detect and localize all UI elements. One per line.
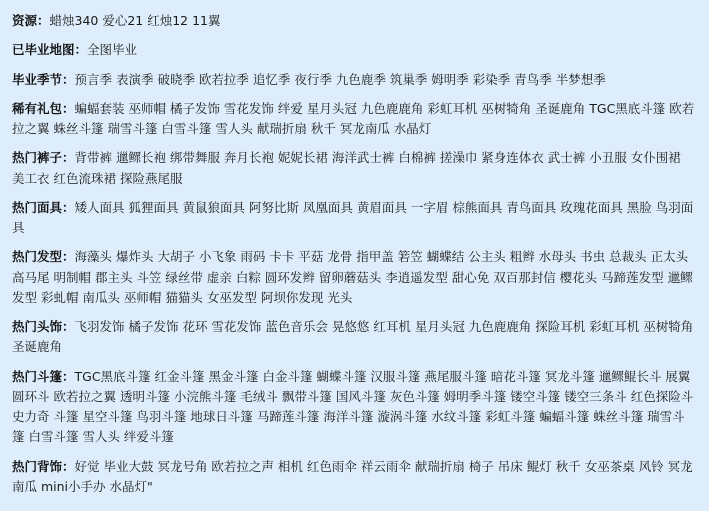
section-label: 热门发型： — [12, 249, 75, 265]
section-popular-hairstyles — [12, 247, 697, 308]
section-popular-headwear — [12, 317, 697, 358]
section-label: 热门裤子： — [12, 150, 75, 166]
graduated-map-value: 全图毕业 — [87, 42, 138, 58]
section-label: 毕业季节： — [12, 71, 75, 87]
section-popular-pants — [12, 148, 697, 189]
section-label: 稀有礼包： — [12, 100, 75, 116]
section-label: 热门背饰： — [12, 458, 75, 474]
section-value: 矮人面具 狐狸面具 黄鼠狼面具 阿努比斯 凤凰面具 黄眉面具 一字眉 棕熊面具 青鸟面具 玫瑰花面具 黑脸 鸟羽面具 — [12, 199, 694, 235]
section-value: 背带裤 邋鳏长袍 绑带舞服 奔月长袍 妮妮长裙 海洋武士裤 白棉裤 搓澡巾 紧身连体衣 武士裤 小丑服 女仆围裙 美工衣 红色流珠裙 探险燕尾服 — [12, 150, 681, 186]
section-value: 飞羽发饰 橘子发饰 花环 雪花发饰 蓝色音乐会 晃悠悠 红耳机 星月头冠 九色鹿鹿角 探险耳机 彩虹耳机 巫树犄角 圣诞鹿角 — [12, 319, 694, 355]
section-value: TGC黑底斗篷 红金斗篷 黑金斗篷 白金斗篷 蝴蝶斗篷 汉服斗篷 燕尾服斗篷 暗花斗篷 冥龙斗篷 邋鳏鲲长斗 展翼圆环斗 欧若拉之翼 透明斗篷 小浣熊斗篷 毛绒斗 飘带斗篷 国风斗篷 灰色斗篷 姆明季斗篷 镂空斗篷 镂空三条斗 红色探险斗 史力奇 斗篷 星空斗篷 鸟羽斗篷 地球日斗篷 马蹄莲斗篷 海洋斗篷 漩涡斗篷 水纹斗篷 彩虹斗篷 蝙蝠斗篷 蛛丝斗篷 瑞雪斗篷 白雪斗篷 雪人头 绊爱斗篷 — [12, 368, 694, 445]
resources-line — [12, 11, 697, 31]
graduated-map-line — [12, 40, 697, 60]
section-value: 预言季 表演季 破晓季 欧若拉季 追忆季 夜行季 九色鹿季 筑巢季 姆明季 彩染季 青鸟季 半梦想季 — [74, 71, 606, 87]
resources-value: 蜡烛340 爱心21 红烛12 11翼 — [49, 13, 221, 28]
graduated-map-label: 已毕业地图： — [12, 42, 88, 58]
section-label: 热门面具： — [12, 199, 75, 215]
section-graduation-seasons — [12, 70, 697, 90]
section-value: 好觉 毕业大鼓 冥龙号角 欧若拉之声 相机 红色雨伞 祥云雨伞 献瑞折扇 椅子 吊床 鲲灯 秋千 女巫茶桌 风铃 冥龙南瓜 mini小手办 水晶灯" — [12, 458, 693, 494]
section-popular-back-accessories — [12, 457, 697, 498]
section-popular-masks — [12, 198, 697, 239]
section-label: 热门头饰： — [12, 319, 75, 334]
section-value: 海藻头 爆炸头 大胡子 小飞象 雨码 卡卡 平菇 龙骨 指甲盖 箬笠 蝴蝶结 公主头 粗辫 水母头 书虫 总裁头 正太头 高马尾 明制帽 郡主头 斗笠 绿丝带 虚亲 白粽 圆环发辫 留卵蘑菇头 李逍遥发型 甜心免 双百那封信 樱花头 马蹄莲发型 邋鳏发型 彩虬帽 南瓜头 巫师帽 猫猫头 女巫发型 阿坝你发现 光头 — [12, 249, 693, 305]
section-rare-packs — [12, 99, 697, 140]
section-popular-capes — [12, 367, 697, 448]
section-value: 蝙蝠套装 巫师帽 橘子发饰 雪花发饰 绊爱 星月头冠 九色鹿鹿角 彩虹耳机 巫树犄角 圣诞鹿角 TGC黑底斗篷 欧若拉之翼 蛛丝斗篷 瑞雪斗篷 白雪斗篷 雪人头 献瑞折扇 秋千 冥龙南瓜 水晶灯 — [12, 100, 695, 136]
resources-label: 资源： — [12, 13, 50, 28]
section-label: 热门斗篷： — [12, 368, 75, 384]
